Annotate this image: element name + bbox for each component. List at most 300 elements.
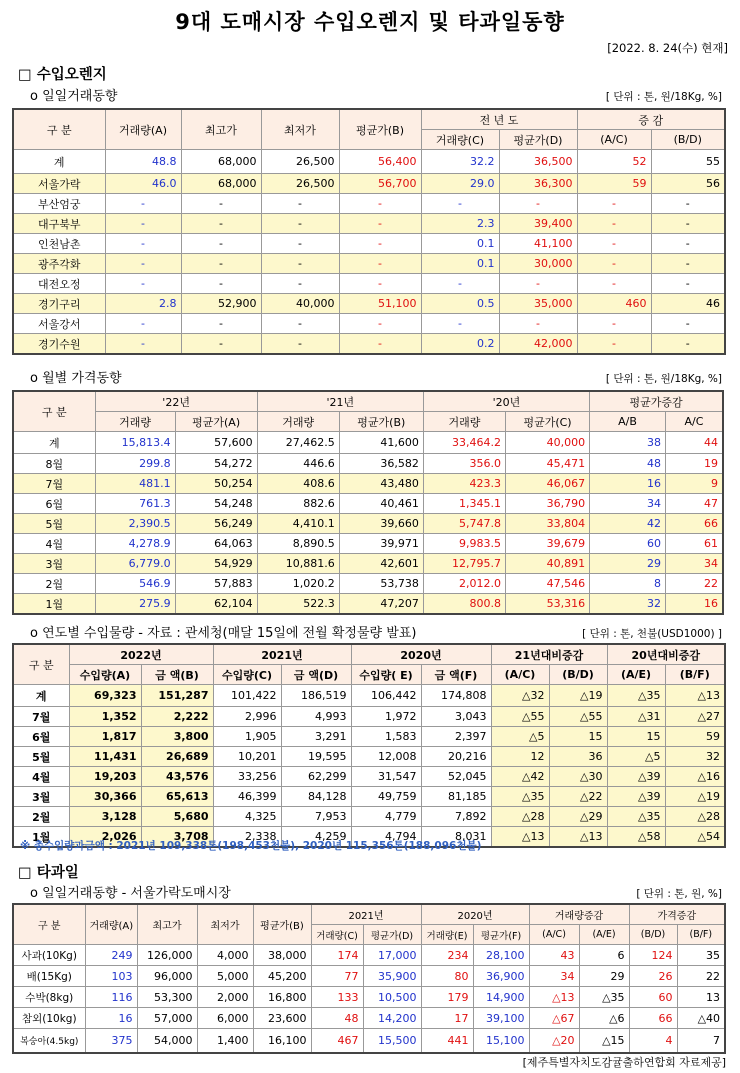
col-gu: 구 분 [13,644,69,685]
table-cell: 30,366 [69,787,141,807]
table-cell: 133 [311,987,363,1008]
row-label: 배(15Kg) [13,966,85,987]
col-bf: (B/F) [677,925,725,945]
table-cell: 275.9 [95,594,175,615]
table-cell: 29 [579,966,629,987]
table-cell: - [577,334,651,355]
table-cell: 23,600 [253,1008,311,1029]
table-cell: △35 [607,807,665,827]
col-bd: (B/D) [629,925,677,945]
table-cell: 26,500 [261,150,339,174]
table-cell: △55 [549,707,607,727]
table-cell: △13 [529,987,579,1008]
table-row [13,987,725,1008]
table-cell: △40 [677,1008,725,1029]
row-label: 4월 [13,534,95,554]
row-label: 서울강서 [13,314,105,334]
col-qe: 수입량( E) [351,665,421,685]
table-cell: 356.0 [423,454,505,474]
table-cell: 30,000 [499,254,577,274]
table-cell: 16 [666,594,724,615]
col-bd: (B/D) [651,130,725,150]
table-cell: 40,000 [261,294,339,314]
table-cell: - [499,274,577,294]
table-cell: △28 [665,807,725,827]
table-cell: - [421,314,499,334]
table-cell: 6,779.0 [95,554,175,574]
table-cell: 32 [590,594,666,615]
table-cell: - [577,254,651,274]
table-cell: 43,480 [339,474,423,494]
table-cell: 14,200 [363,1008,421,1029]
table-cell: - [105,254,181,274]
table-cell: 1,583 [351,727,421,747]
table-cell: △58 [607,827,665,848]
table-cell: 441 [421,1029,473,1053]
row-label: 2월 [13,574,95,594]
table-cell: 1,905 [213,727,281,747]
table-cell: 6,000 [197,1008,253,1029]
table-cell: 408.6 [257,474,339,494]
table-row [13,194,725,214]
table-cell: 14,900 [473,987,529,1008]
table-row [13,1008,725,1029]
table-cell: 16,800 [253,987,311,1008]
table-cell: 423.3 [423,474,505,494]
table-cell: - [577,314,651,334]
table-cell: - [577,214,651,234]
table-cell: - [105,334,181,355]
table-cell: △42 [491,767,549,787]
table-cell: 15 [549,727,607,747]
table-cell: 41,100 [499,234,577,254]
table-cell: 4,794 [351,827,421,848]
table-cell: 40,891 [505,554,589,574]
table-cell: 126,000 [137,945,197,966]
table-cell: 546.9 [95,574,175,594]
table-cell: 54,929 [175,554,257,574]
table-cell: - [339,214,421,234]
monthly-subtitle: o 월별 가격동향 [30,371,122,386]
table-cell: - [105,194,181,214]
table-cell: 68,000 [181,150,261,174]
table-cell: 50,254 [175,474,257,494]
row-label: 3월 [13,554,95,574]
daily-table [12,108,726,355]
row-label: 복숭아(4.5kg) [13,1029,85,1053]
table-cell: 84,128 [281,787,351,807]
table-cell: 31,547 [351,767,421,787]
table-cell: 56,700 [339,174,421,194]
table-cell: 2.3 [421,214,499,234]
col-y20: '20년 [423,391,589,412]
table-cell: 65,613 [141,787,213,807]
col-gu: 구 분 [13,391,95,432]
table-cell: 45,200 [253,966,311,987]
table-cell: - [339,334,421,355]
table-cell: △5 [491,727,549,747]
table-cell: 28,100 [473,945,529,966]
table-cell: 12,795.7 [423,554,505,574]
table-cell: 3,800 [141,727,213,747]
table-cell: 36,900 [473,966,529,987]
table-cell: 53,316 [505,594,589,615]
table-cell: 1,972 [351,707,421,727]
section-orange: □ 수입오렌지 [18,67,107,83]
table-cell: 22 [666,574,724,594]
table-cell: - [181,314,261,334]
col-y20: 2020년 [421,904,529,925]
table-cell: 151,287 [141,685,213,707]
table-cell: 48.8 [105,150,181,174]
table-cell: 52,900 [181,294,261,314]
table-cell: 81,185 [421,787,491,807]
table-row [13,314,725,334]
monthly-table [12,390,724,615]
monthly-unit: [ 단위 : 톤, 원/18Kg, %] [605,373,722,385]
row-label: 2월 [13,807,69,827]
row-label: 계 [13,150,105,174]
table-cell: 46,067 [505,474,589,494]
table-cell: 40,461 [339,494,423,514]
table-cell: 761.3 [95,494,175,514]
row-label: 계 [13,432,95,454]
table-row [13,727,725,747]
table-cell: 49,759 [351,787,421,807]
col-qc: 수입량(C) [213,665,281,685]
table-cell: 54,000 [137,1029,197,1053]
table-cell: 17 [421,1008,473,1029]
import-unit: [ 단위 : 톤, 천불(USD1000) ] [582,628,722,640]
table-cell: △6 [579,1008,629,1029]
table-cell: - [261,334,339,355]
table-cell: - [261,214,339,234]
table-cell: △35 [607,685,665,707]
table-cell: - [105,234,181,254]
page-title: 9대 도매시장 수입오렌지 및 타과일동향 [175,10,565,34]
row-label: 6월 [13,727,69,747]
table-cell: 52,045 [421,767,491,787]
table-cell: - [339,274,421,294]
table-cell: 35,900 [363,966,421,987]
table-cell: 0.1 [421,254,499,274]
table-cell: 1,817 [69,727,141,747]
table-cell: △20 [529,1029,579,1053]
table-cell: 39,660 [339,514,423,534]
table-cell: 56,249 [175,514,257,534]
table-cell: 39,679 [505,534,589,554]
table-cell: 42,601 [339,554,423,574]
col-y22: 2022년 [69,644,213,665]
table-cell: 33,464.2 [423,432,505,454]
col-avgB: 평균가(B) [339,412,423,432]
table-cell: 39,100 [473,1008,529,1029]
table-row [13,574,723,594]
table-cell: 42,000 [499,334,577,355]
table-cell: 55 [651,150,725,174]
table-cell: 19,203 [69,767,141,787]
table-cell: △30 [549,767,607,787]
table-cell: 36,500 [499,150,577,174]
fruit-unit: [ 단위 : 톤, 원, %] [636,888,722,900]
table-cell: 481.1 [95,474,175,494]
row-label: 6월 [13,494,95,514]
table-cell: 5,747.8 [423,514,505,534]
table-cell: 106,442 [351,685,421,707]
table-cell: 3,043 [421,707,491,727]
col-af: 금 액(F) [421,665,491,685]
table-cell: 36 [549,747,607,767]
table-cell: 2,338 [213,827,281,848]
table-cell: 57,000 [137,1008,197,1029]
col-d: 평균가(D) [363,925,421,945]
table-cell: 1,400 [197,1029,253,1053]
table-cell: 57,883 [175,574,257,594]
table-cell: 2,397 [421,727,491,747]
col-gu: 구 분 [13,904,85,945]
table-cell: - [421,274,499,294]
table-row [13,707,725,727]
table-cell: △15 [579,1029,629,1053]
table-cell: 4,000 [197,945,253,966]
col-bd: (B/D) [549,665,607,685]
table-row [13,454,723,474]
daily-unit: [ 단위 : 톤, 원/18Kg, %] [605,91,722,103]
table-cell: 60 [590,534,666,554]
table-cell: - [651,194,725,214]
table-cell: - [181,334,261,355]
table-cell: 39,400 [499,214,577,234]
table-cell: - [181,234,261,254]
table-cell: 4,779 [351,807,421,827]
col-vol20: 거래량 [423,412,505,432]
table-cell: 51,100 [339,294,421,314]
table-cell: 6 [579,945,629,966]
table-cell: 8,031 [421,827,491,848]
table-cell: 234 [421,945,473,966]
table-cell: 77 [311,966,363,987]
table-row [13,432,723,454]
table-row [13,214,725,234]
table-cell: 3,708 [141,827,213,848]
row-label: 1월 [13,594,95,615]
table-cell: - [105,214,181,234]
col-max: 최고가 [137,904,197,945]
row-label: 3월 [13,787,69,807]
table-cell: 446.6 [257,454,339,474]
table-cell: 2,026 [69,827,141,848]
table-cell: 26,500 [261,174,339,194]
table-cell: 186,519 [281,685,351,707]
table-cell: 59 [665,727,725,747]
row-label: 대구북부 [13,214,105,234]
row-label: 5월 [13,514,95,534]
table-cell: 43,576 [141,767,213,787]
col-avgC: 평균가(C) [505,412,589,432]
table-cell: 1,020.2 [257,574,339,594]
table-cell: 69,323 [69,685,141,707]
table-cell: 2,222 [141,707,213,727]
table-cell: 2,996 [213,707,281,727]
table-cell: - [105,274,181,294]
table-cell: 36,582 [339,454,423,474]
table-cell: 882.6 [257,494,339,514]
table-cell: 2,012.0 [423,574,505,594]
table-cell: 16,100 [253,1029,311,1053]
table-cell: 22 [677,966,725,987]
table-cell: 15 [607,727,665,747]
row-label: 대전오정 [13,274,105,294]
table-cell: △27 [665,707,725,727]
row-label: 사과(10Kg) [13,945,85,966]
row-label: 7월 [13,707,69,727]
table-cell: 4 [629,1029,677,1053]
table-cell: 2,000 [197,987,253,1008]
col-y21: 2021년 [311,904,421,925]
table-cell: △13 [549,827,607,848]
table-cell: - [181,254,261,274]
row-label: 서울가락 [13,174,105,194]
col-ae: (A/E) [607,665,665,685]
table-cell: 8,890.5 [257,534,339,554]
table-cell: 56 [651,174,725,194]
table-cell: 16 [590,474,666,494]
table-cell: 54,272 [175,454,257,474]
table-cell: 27,462.5 [257,432,339,454]
table-cell: 3,128 [69,807,141,827]
table-cell: 35,000 [499,294,577,314]
row-label: 1월 [13,827,69,848]
table-cell: - [651,254,725,274]
table-cell: 46,399 [213,787,281,807]
table-cell: 10,201 [213,747,281,767]
col-ac: (A/C) [577,130,651,150]
row-label: 8월 [13,454,95,474]
table-cell: △13 [491,827,549,848]
col-chg: 평균가증감 [590,391,723,412]
row-label: 계 [13,685,69,707]
source-credit: [제주특별자치도감귤출하연합회 자료제공] [522,1056,726,1069]
table-cell: 800.8 [423,594,505,615]
table-cell: △39 [607,767,665,787]
table-row [13,966,725,987]
table-cell: △13 [665,685,725,707]
col-bf: (B/F) [665,665,725,685]
table-cell: 53,738 [339,574,423,594]
table-cell: 116 [85,987,137,1008]
table-cell: 46.0 [105,174,181,194]
daily-subtitle: o 일일거래동향 [30,89,118,104]
table-cell: 45,471 [505,454,589,474]
table-cell: 26,689 [141,747,213,767]
table-cell: 66 [629,1008,677,1029]
table-cell: 12 [491,747,549,767]
row-label: 7월 [13,474,95,494]
table-cell: 13 [677,987,725,1008]
table-cell: - [499,314,577,334]
table-cell: - [261,314,339,334]
col-pchg: 가격증감 [629,904,725,925]
table-cell: 299.8 [95,454,175,474]
table-cell: 60 [629,987,677,1008]
table-cell: 54,248 [175,494,257,514]
col-vol22: 거래량 [95,412,175,432]
col-c20: 20년대비증감 [607,644,725,665]
table-cell: 0.1 [421,234,499,254]
col-min: 최저가 [261,109,339,150]
table-cell: - [339,314,421,334]
table-cell: 20,216 [421,747,491,767]
fruit-table [12,903,726,1054]
table-cell: 36,790 [505,494,589,514]
table-cell: 2,390.5 [95,514,175,534]
col-prev-vol: 거래량(C) [421,130,499,150]
table-cell: 460 [577,294,651,314]
row-label: 경기수원 [13,334,105,355]
table-cell: 11,431 [69,747,141,767]
table-cell: 41,600 [339,432,423,454]
table-cell: - [261,274,339,294]
table-cell: 174 [311,945,363,966]
table-cell: 48 [590,454,666,474]
col-avg: 평균가(B) [253,904,311,945]
table-cell: 15,500 [363,1029,421,1053]
table-cell: 4,325 [213,807,281,827]
table-row [13,474,723,494]
col-y20: 2020년 [351,644,491,665]
table-cell: △29 [549,807,607,827]
table-cell: 29 [590,554,666,574]
col-ab: 금 액(B) [141,665,213,685]
table-row [13,494,723,514]
table-cell: △54 [665,827,725,848]
table-cell: 48 [311,1008,363,1029]
table-cell: 38 [590,432,666,454]
table-cell: △67 [529,1008,579,1029]
table-row [13,274,725,294]
table-cell: - [181,194,261,214]
table-cell: 43 [529,945,579,966]
table-row [13,767,725,787]
table-cell: △22 [549,787,607,807]
table-row [13,334,725,355]
table-cell: - [339,234,421,254]
table-cell: 34 [529,966,579,987]
table-cell: 64,063 [175,534,257,554]
table-cell: 38,000 [253,945,311,966]
table-cell: △35 [491,787,549,807]
table-cell: - [577,194,651,214]
col-ac: (A/C) [529,925,579,945]
table-cell: △19 [549,685,607,707]
row-label: 수박(8kg) [13,987,85,1008]
table-cell: 62,104 [175,594,257,615]
table-cell: 29.0 [421,174,499,194]
col-ac: A/C [666,412,724,432]
table-cell: - [651,214,725,234]
table-cell: - [577,234,651,254]
table-cell: 7,953 [281,807,351,827]
table-cell: 42 [590,514,666,534]
table-cell: 10,881.6 [257,554,339,574]
table-cell: - [339,254,421,274]
table-cell: 16 [85,1008,137,1029]
table-cell: 4,993 [281,707,351,727]
row-label: 4월 [13,767,69,787]
table-cell: 15,100 [473,1029,529,1053]
table-cell: - [181,274,261,294]
table-cell: 10,500 [363,987,421,1008]
